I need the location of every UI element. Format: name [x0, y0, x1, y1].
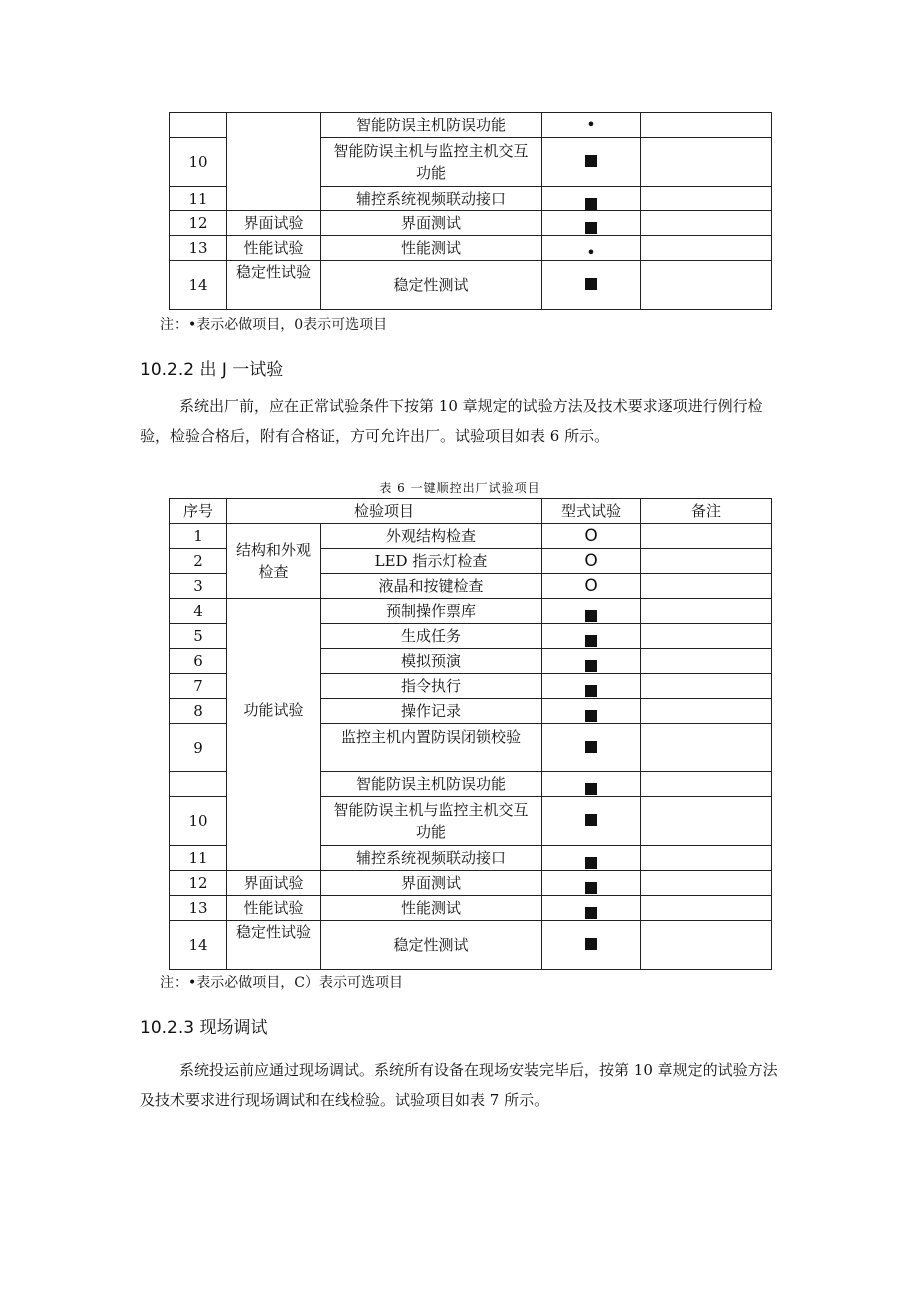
table-row: 3 液晶和按键检查 O [170, 574, 772, 599]
table-row: 13 性能试验 性能测试 [170, 896, 772, 921]
table-row: 12 界面试验 界面测试 [170, 211, 772, 236]
required-mark [585, 783, 597, 795]
table-row: 6 模拟预演 [170, 649, 772, 674]
required-mark: • [586, 243, 596, 262]
table-6 [169, 498, 772, 970]
table-top-continuation [169, 112, 772, 310]
required-mark [585, 278, 597, 290]
required-mark [585, 938, 597, 950]
required-mark [585, 907, 597, 919]
required-mark [585, 198, 597, 210]
table-row: 智能防误主机防误功能 [170, 772, 772, 797]
table-row: 11 辅控系统视频联动接口 [170, 187, 772, 211]
table-note: 注：•表示必做项目，0表示可选项目 [160, 317, 388, 333]
table-row: 14 稳定性试验 稳定性测试 [170, 921, 772, 970]
table-row: 智能防误主机防误功能 • [170, 113, 772, 138]
optional-mark: O [584, 551, 598, 571]
required-mark [585, 710, 597, 722]
required-mark [585, 685, 597, 697]
table-row: 8 操作记录 [170, 699, 772, 724]
optional-mark: O [584, 576, 598, 596]
table-row: 4 功能试验 预制操作票库 [170, 599, 772, 624]
table-row: 9 监控主机内置防误闭锁校验 [170, 724, 772, 772]
table-header-row: 序号 检验项目 型式试验 备注 [170, 499, 772, 524]
required-mark [585, 741, 597, 753]
required-mark [585, 882, 597, 894]
required-mark: • [586, 115, 596, 134]
table-row: 12 界面试验 界面测试 [170, 871, 772, 896]
table-row: 14 稳定性试验 稳定性测试 [170, 261, 772, 310]
table-row: 5 生成任务 [170, 624, 772, 649]
table-row: 7 指令执行 [170, 674, 772, 699]
required-mark [585, 857, 597, 869]
table-caption: 表 6 一键顺控出厂试验项目 [379, 481, 541, 495]
required-mark [585, 610, 597, 622]
section-heading: 10.2.3 现场调试 [140, 1018, 268, 1038]
section-paragraph: 系统投运前应通过现场调试。系统所有设备在现场安装完毕后，按第 10 章规定的试验方法及技术要求进行现场调试和在线检验。试验项目如表 7 所示。 [140, 1061, 778, 1109]
table-row: 1 结构和外观检查 外观结构检查 O [170, 524, 772, 549]
table-row: 10 智能防误主机与监控主机交互功能 [170, 138, 772, 187]
required-mark [585, 635, 597, 647]
table-row: 10 智能防误主机与监控主机交互功能 [170, 797, 772, 846]
required-mark [585, 660, 597, 672]
optional-mark: O [584, 526, 598, 546]
required-mark [585, 155, 597, 167]
section-heading: 10.2.2 出 J 一试验 [140, 360, 284, 380]
section-paragraph: 系统出厂前，应在正常试验条件下按第 10 章规定的试验方法及技术要求逐项进行例行检验，检验合格后，附有合格证，方可允许出厂。试验项目如表 6 所示。 [140, 397, 763, 445]
table-row: 13 性能试验 性能测试 • [170, 236, 772, 261]
required-mark [585, 814, 597, 826]
table-row: 11 辅控系统视频联动接口 [170, 846, 772, 871]
required-mark [585, 222, 597, 234]
table-row: 2 LED 指示灯检查 O [170, 549, 772, 574]
table-note: 注：•表示必做项目，C）表示可选项目 [160, 975, 403, 991]
